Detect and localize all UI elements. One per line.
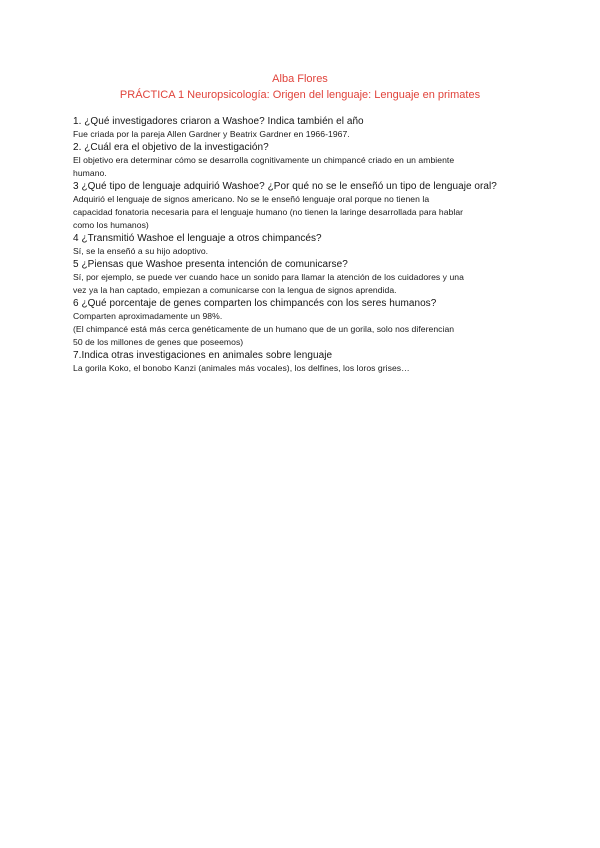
question-line: 4 ¿Transmitió Washoe el lenguaje a otros chimpancés? <box>73 233 322 244</box>
question-line: 2. ¿Cuál era el objetivo de la investigación? <box>73 142 269 153</box>
answer-line: 50 de los millones de genes que poseemos) <box>73 337 244 347</box>
question-line: 3 ¿Qué tipo de lenguaje adquirió Washoe? ¿Por qué no se le enseñó un tipo de lenguaje oral? <box>73 181 497 192</box>
answer-line: Sí, se la enseñó a su hijo adoptivo. <box>73 246 209 256</box>
answer-line: (El chimpancé está más cerca genéticamente de un humano que de un gorila, solo nos diferencian <box>73 324 455 334</box>
answer-line: humano. <box>73 168 107 178</box>
answer-line: capacidad fonatoria necesaria para el lenguaje humano (no tienen la laringe desarrollada para hablar <box>73 207 464 217</box>
question-line: 6 ¿Qué porcentaje de genes comparten los chimpancés con los seres humanos? <box>73 298 437 309</box>
question-line: 7.Indica otras investigaciones en animales sobre lenguaje <box>73 350 333 361</box>
question-line: 1. ¿Qué investigadores criaron a Washoe? Indica también el año <box>73 116 364 127</box>
answer-line: Fue criada por la pareja Allen Gardner y Beatrix Gardner en 1966-1967. <box>73 129 350 139</box>
author-name: Alba Flores <box>272 73 328 85</box>
answer-line: vez ya la han captado, empiezan a comunicarse con la lengua de signos aprendida. <box>73 285 397 295</box>
answer-line: El objetivo era determinar cómo se desarrolla cognitivamente un chimpancé criado en un ambiente <box>73 155 455 165</box>
document-body <box>73 115 543 375</box>
document-title: PRÁCTICA 1 Neuropsicología: Origen del lenguaje: Lenguaje en primates <box>119 89 481 101</box>
document-header <box>0 71 600 103</box>
answer-line: como los humanos) <box>73 220 149 230</box>
question-line: 5 ¿Piensas que Washoe presenta intención de comunicarse? <box>73 259 348 270</box>
answer-line: Sí, por ejemplo, se puede ver cuando hace un sonido para llamar la atención de los cuidadores y una <box>73 272 464 282</box>
answer-line: Adquirió el lenguaje de signos americano. No se le enseñó lenguaje oral porque no tienen la <box>73 194 430 204</box>
answer-line: La gorila Koko, el bonobo Kanzi (animales más vocales), los delfines, los loros grises… <box>73 363 410 373</box>
answer-line: Comparten aproximadamente un 98%. <box>73 311 223 321</box>
